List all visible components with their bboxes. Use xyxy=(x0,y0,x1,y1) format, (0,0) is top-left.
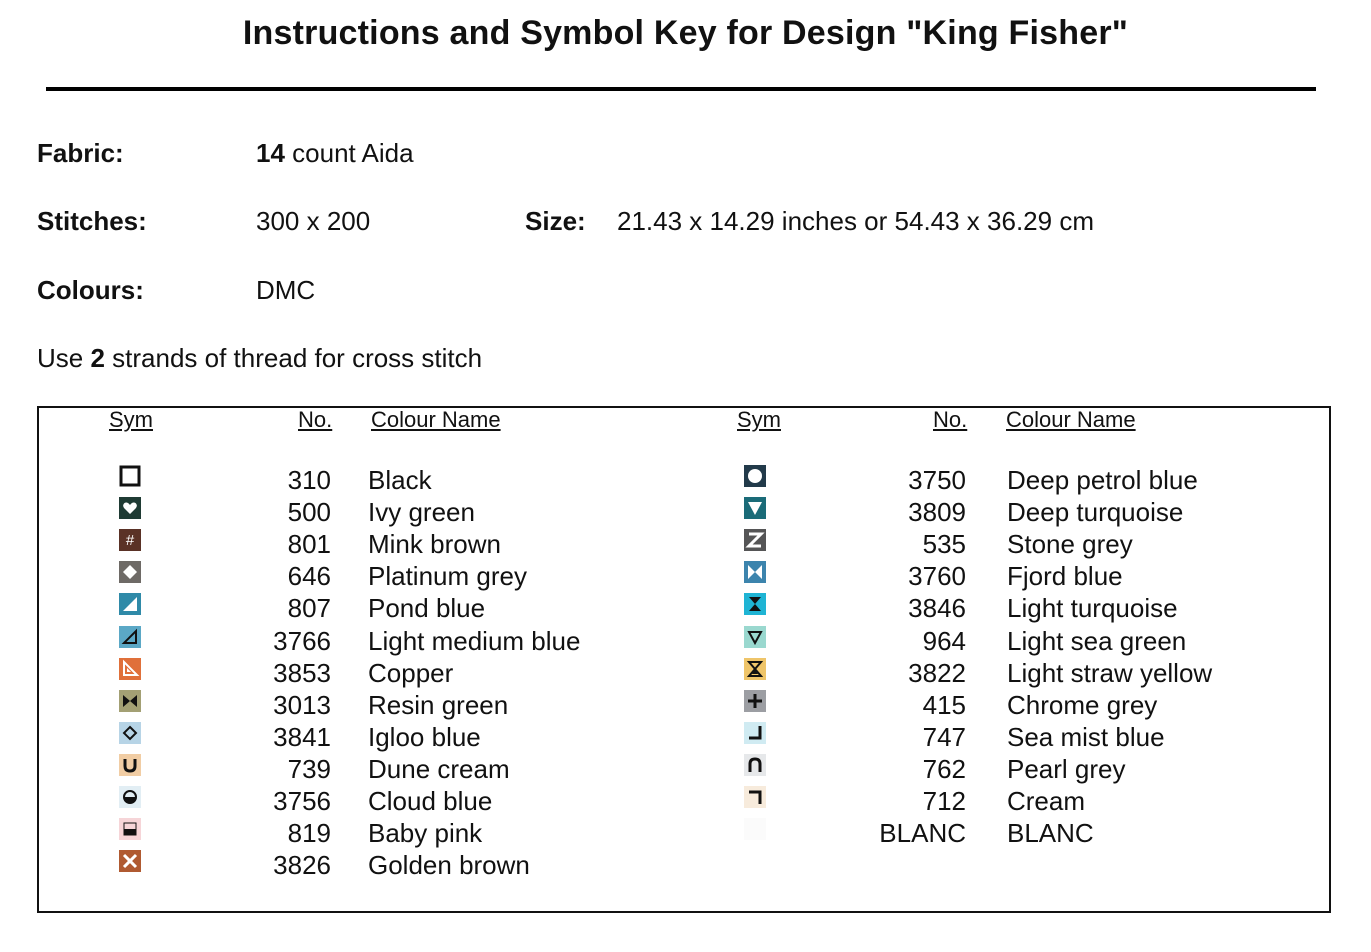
colour-number: 3809 xyxy=(908,497,966,528)
corner-top-right-icon xyxy=(744,786,766,808)
z-icon xyxy=(744,529,766,551)
colour-name: Chrome grey xyxy=(1007,689,1158,720)
colour-number: 3756 xyxy=(273,786,331,816)
diamond-icon xyxy=(119,561,141,583)
triangle-outline-icon xyxy=(119,626,141,648)
right-no-header: No. xyxy=(933,407,968,432)
colour-name: Pearl grey xyxy=(1007,753,1126,784)
hourglass-outline-icon xyxy=(744,658,766,680)
colour-number: 415 xyxy=(922,689,966,720)
colour-name: Light straw yellow xyxy=(1007,657,1213,688)
colour-number: 3841 xyxy=(273,721,331,752)
triangle-down-icon xyxy=(744,497,766,519)
right-name-header: Colour Name xyxy=(1006,407,1136,432)
colour-number: 3013 xyxy=(273,689,331,720)
colour-number: BLANC xyxy=(879,818,966,849)
square-outline-icon xyxy=(119,465,141,487)
page-title: Instructions and Symbol Key for Design "King Fisher" xyxy=(242,14,1129,52)
heart-icon xyxy=(119,497,141,519)
stitches-label: Stitches: xyxy=(37,206,147,236)
colour-name: Light sea green xyxy=(1007,625,1187,656)
arch-icon xyxy=(744,754,766,776)
strands-count: 2 xyxy=(90,343,105,373)
colour-name: Mink brown xyxy=(368,529,501,560)
size-label: Size: xyxy=(525,206,586,236)
left-name-header: Colour Name xyxy=(371,407,501,432)
blank-icon xyxy=(744,818,766,840)
size-value: 21.43 x 14.29 inches or 54.43 x 36.29 cm xyxy=(617,206,1094,236)
hourglass-icon xyxy=(744,593,766,615)
left-sym-header: Sym xyxy=(109,407,153,432)
fabric-value xyxy=(256,138,414,169)
colour-name: Copper xyxy=(368,657,454,688)
colour-name: Igloo blue xyxy=(368,721,481,752)
triangle-down-outline-icon xyxy=(744,626,766,648)
colour-number: 3846 xyxy=(908,593,966,624)
colour-name: Platinum grey xyxy=(368,561,527,592)
colour-name: Black xyxy=(368,465,432,495)
diamond-outline-icon xyxy=(119,722,141,744)
colours-label: Colours: xyxy=(37,275,144,305)
colour-number: 646 xyxy=(287,561,331,592)
colour-number: 819 xyxy=(287,818,331,849)
colour-number: 3766 xyxy=(273,625,331,656)
stitches-value: 300 x 200 xyxy=(256,206,371,236)
colour-number: 3750 xyxy=(908,465,966,495)
colour-name: Baby pink xyxy=(368,818,483,849)
hash-icon xyxy=(119,529,141,551)
x-icon xyxy=(119,850,141,872)
colour-name: Light medium blue xyxy=(368,625,581,656)
colour-name: Fjord blue xyxy=(1007,561,1123,592)
colour-name: Sea mist blue xyxy=(1007,721,1165,752)
bowtie-vertical-icon xyxy=(744,561,766,583)
colour-name: Pond blue xyxy=(368,593,486,624)
colour-number: 3826 xyxy=(273,850,331,881)
colour-number: 3760 xyxy=(908,561,966,592)
triangle-corner-icon xyxy=(119,593,141,615)
colour-number: 801 xyxy=(287,529,331,560)
half-circle-icon xyxy=(119,786,141,808)
circle-icon xyxy=(744,465,766,487)
colour-number: 739 xyxy=(287,753,331,784)
colour-name: Cream xyxy=(1007,786,1086,816)
colour-number: 762 xyxy=(922,753,966,784)
colour-name: Deep turquoise xyxy=(1007,497,1184,528)
colour-name: Light turquoise xyxy=(1007,593,1178,624)
colour-number: 712 xyxy=(922,786,966,816)
colour-name: Golden brown xyxy=(368,850,530,881)
colour-number: 310 xyxy=(287,465,331,495)
svg-text:#: # xyxy=(125,532,135,550)
title-divider xyxy=(46,87,1316,91)
colour-name: Dune cream xyxy=(368,753,510,784)
triangle-ruler-icon xyxy=(119,658,141,680)
colour-number: 3853 xyxy=(273,657,331,688)
fabric-label: Fabric: xyxy=(37,138,124,168)
colour-name: Ivy green xyxy=(368,497,475,528)
half-square-icon xyxy=(119,818,141,840)
cup-icon xyxy=(119,754,141,776)
bowtie-icon xyxy=(119,690,141,712)
colour-number: 535 xyxy=(922,529,966,560)
colour-number: 747 xyxy=(922,721,966,752)
colour-number: 807 xyxy=(287,593,331,624)
corner-bottom-right-icon xyxy=(744,722,766,744)
fabric-type: count Aida xyxy=(284,138,414,168)
strands-instruction: Use 2 strands of thread for cross stitch xyxy=(37,343,483,373)
colour-number: 964 xyxy=(922,625,966,656)
left-no-header: No. xyxy=(298,407,333,432)
right-sym-header: Sym xyxy=(737,407,781,432)
colours-value: DMC xyxy=(256,275,316,305)
fabric-count: 14 xyxy=(256,138,285,168)
colour-name: Resin green xyxy=(368,689,509,720)
colour-name: Cloud blue xyxy=(368,786,493,816)
colour-name: Stone grey xyxy=(1007,529,1133,560)
plus-icon xyxy=(744,690,766,712)
colour-number: 500 xyxy=(287,497,331,528)
colour-name: Deep petrol blue xyxy=(1007,465,1198,495)
colour-name: BLANC xyxy=(1007,818,1094,849)
colour-number: 3822 xyxy=(908,657,966,688)
